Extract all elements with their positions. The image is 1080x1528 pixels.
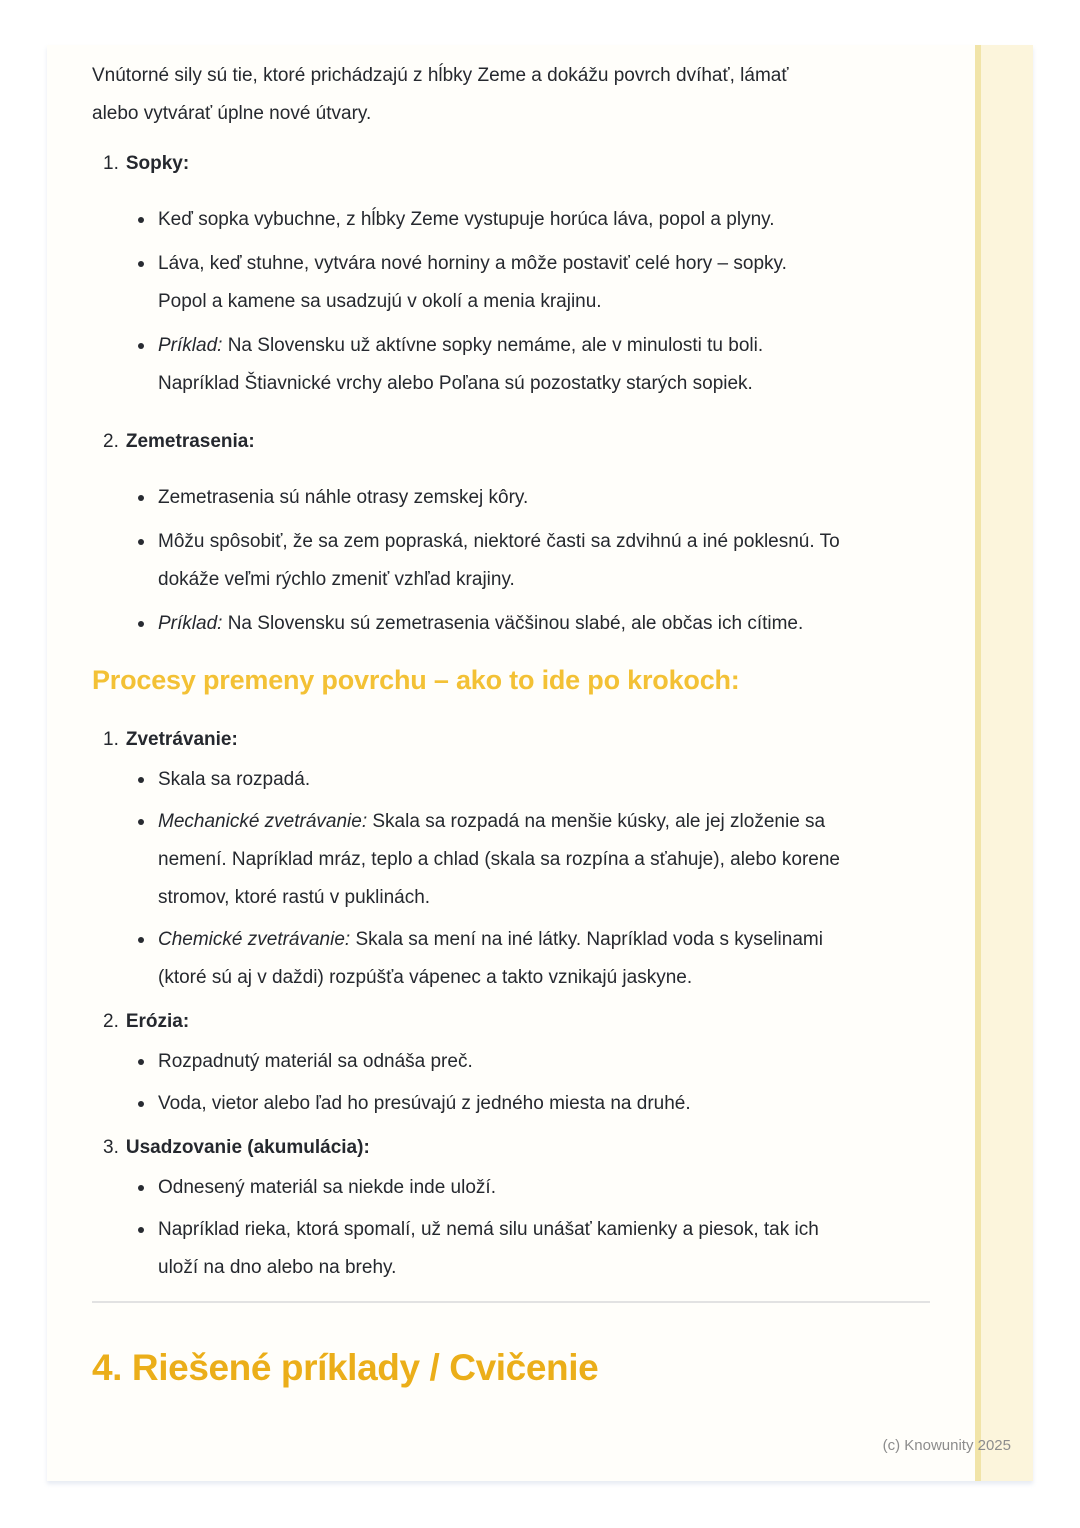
bullet-list bbox=[92, 761, 937, 997]
bullet-text: Skala sa mení na iné látky. Napríklad voda s kyselinami (ktoré sú aj v daždi) rozpúšťa vápenec a takto vznikajú jaskyne. bbox=[158, 929, 823, 988]
bullet-icon bbox=[138, 1101, 144, 1107]
step-title-row bbox=[92, 721, 937, 759]
bullet-icon bbox=[138, 539, 144, 545]
list-item bbox=[138, 1169, 840, 1207]
section-title-row bbox=[92, 145, 937, 183]
bullet-icon bbox=[138, 777, 144, 783]
bullet-icon bbox=[138, 1185, 144, 1191]
list-item bbox=[138, 201, 840, 239]
list-item bbox=[138, 1085, 840, 1123]
bullet-icon bbox=[138, 937, 144, 943]
bullet-text: Môžu spôsobiť, že sa zem popraská, niektoré časti sa zdvihnú a iné poklesnú. To dokáže veľmi rýchlo zmeniť vzhľad krajiny. bbox=[158, 531, 840, 590]
section-divider bbox=[92, 1301, 930, 1303]
bullet-icon bbox=[138, 819, 144, 825]
bullet-lead: Príklad: bbox=[158, 335, 223, 356]
bullet-text: Zemetrasenia sú náhle otrasy zemskej kôry. bbox=[158, 487, 529, 508]
bullet-lead: Príklad: bbox=[158, 613, 223, 634]
step-number: 3. bbox=[103, 1137, 119, 1158]
section-sopky bbox=[92, 145, 937, 403]
exercise-heading: 4. Riešené príklady / Cvičenie bbox=[92, 1347, 599, 1388]
step-title-row bbox=[92, 1129, 937, 1167]
bullet-lead: Mechanické zvetrávanie: bbox=[158, 811, 368, 832]
step-number: 2. bbox=[103, 1011, 119, 1032]
bullet-icon bbox=[138, 1227, 144, 1233]
bullet-icon bbox=[138, 621, 144, 627]
list-item bbox=[138, 605, 840, 643]
list-item bbox=[138, 1043, 840, 1081]
bullet-text: Napríklad rieka, ktorá spomalí, už nemá silu unášať kamienky a piesok, tak ich uloží na dno alebo na brehy. bbox=[158, 1219, 819, 1278]
list-item bbox=[138, 245, 840, 321]
bullet-lead: Chemické zvetrávanie: bbox=[158, 929, 351, 950]
list-item bbox=[138, 803, 840, 917]
section-title: Zemetrasenia: bbox=[125, 431, 255, 452]
process-heading: Procesy premeny povrchu – ako to ide po krokoch: bbox=[92, 665, 740, 695]
bullet-icon bbox=[138, 495, 144, 501]
step-title-row bbox=[92, 1003, 937, 1041]
list-item bbox=[138, 761, 840, 799]
bullet-text: Odnesený materiál sa niekde inde uloží. bbox=[158, 1177, 496, 1198]
bullet-list bbox=[92, 479, 937, 643]
bullet-list bbox=[92, 201, 937, 403]
section-number: 2. bbox=[103, 431, 119, 452]
section-title: Sopky: bbox=[125, 153, 190, 174]
bullet-text: Na Slovensku sú zemetrasenia väčšinou slabé, ale občas ich cítime. bbox=[222, 613, 804, 634]
step-number: 1. bbox=[103, 729, 119, 750]
section-number: 1. bbox=[103, 153, 119, 174]
step-title: Erózia: bbox=[125, 1011, 190, 1032]
bullet-text: Rozpadnutý materiál sa odnáša preč. bbox=[158, 1051, 473, 1072]
bullet-text: Voda, vietor alebo ľad ho presúvajú z jedného miesta na druhé. bbox=[158, 1093, 691, 1114]
step-erozia bbox=[92, 1003, 937, 1123]
watermark: (c) Knowunity 2025 bbox=[882, 1437, 1011, 1454]
page-edge-stripe bbox=[975, 45, 1033, 1481]
bullet-text: Láva, keď stuhne, vytvára nové horniny a môže postaviť celé hory – sopky. Popol a kamene sa usadzujú v okolí a menia krajinu. bbox=[158, 253, 787, 312]
bullet-text: Skala sa rozpadá. bbox=[158, 769, 311, 790]
step-title: Zvetrávanie: bbox=[125, 729, 238, 750]
section-title-row bbox=[92, 423, 937, 461]
document-content bbox=[47, 45, 937, 1389]
bullet-list bbox=[92, 1043, 937, 1123]
list-item bbox=[138, 327, 840, 403]
list-item bbox=[138, 479, 840, 517]
bullet-text: Na Slovensku už aktívne sopky nemáme, ale v minulosti tu boli. Napríklad Štiavnické vrchy alebo Poľana sú pozostatky starých sopiek. bbox=[158, 335, 764, 394]
list-item bbox=[138, 1211, 840, 1287]
bullet-icon bbox=[138, 343, 144, 349]
section-zemetrasenia bbox=[92, 423, 937, 643]
intro-paragraph: Vnútorné sily sú tie, ktoré prichádzajú z hĺbky Zeme a dokážu povrch dvíhať, lámať alebo vytvárať úplne nové útvary. bbox=[92, 65, 789, 124]
list-item bbox=[138, 921, 840, 997]
step-zvetravanie bbox=[92, 721, 937, 997]
bullet-icon bbox=[138, 1059, 144, 1065]
bullet-list bbox=[92, 1169, 937, 1287]
bullet-icon bbox=[138, 261, 144, 267]
bullet-icon bbox=[138, 217, 144, 223]
document-page bbox=[47, 45, 1033, 1481]
bullet-text: Keď sopka vybuchne, z hĺbky Zeme vystupuje horúca láva, popol a plyny. bbox=[158, 209, 775, 230]
step-title: Usadzovanie (akumulácia): bbox=[125, 1137, 370, 1158]
list-item bbox=[138, 523, 840, 599]
step-usadzovanie bbox=[92, 1129, 937, 1287]
bullet-text: Skala sa rozpadá na menšie kúsky, ale jej zloženie sa nemení. Napríklad mráz, teplo a chlad (skala sa rozpína a sťahuje), alebo korene stromov, ktoré rastú v puklinách. bbox=[158, 811, 840, 908]
